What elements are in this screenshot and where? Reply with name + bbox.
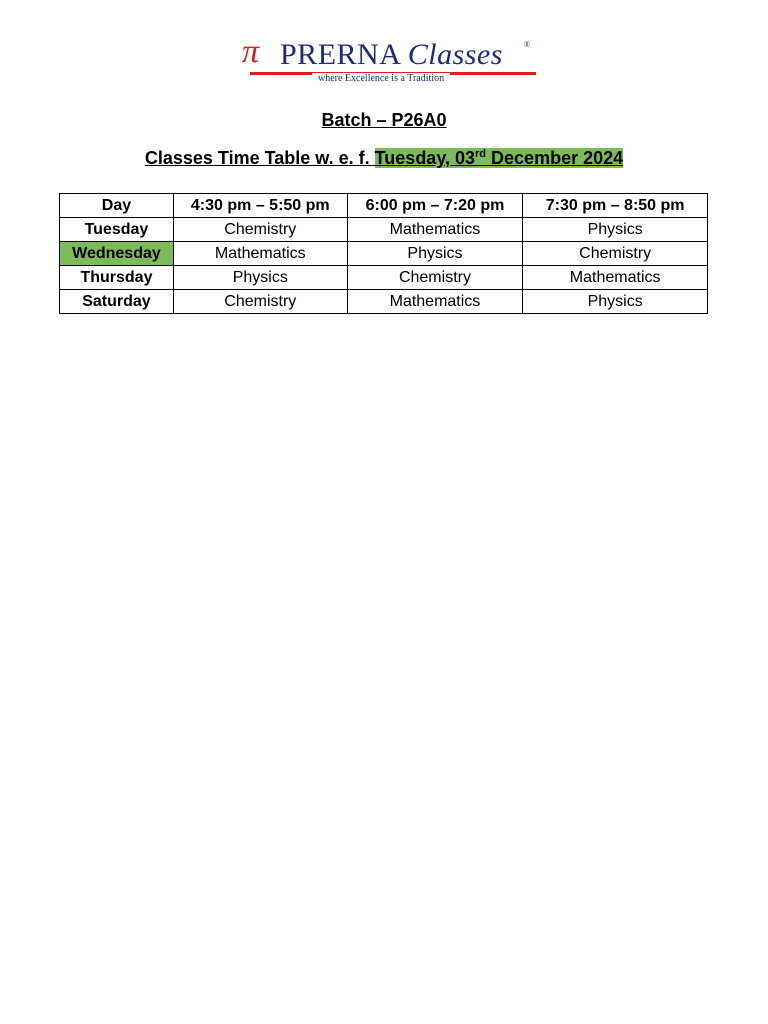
day-cell-highlighted: Wednesday — [60, 242, 174, 266]
subject-cell: Physics — [173, 266, 347, 290]
table-row — [60, 290, 708, 314]
subject-cell: Chemistry — [347, 266, 523, 290]
timetable — [59, 193, 708, 314]
subject-cell: Chemistry — [523, 242, 708, 266]
header-slot-2: 6:00 pm – 7:20 pm — [347, 194, 523, 218]
subject-cell: Mathematics — [523, 266, 708, 290]
subject-cell: Chemistry — [173, 290, 347, 314]
registered-mark: ® — [524, 40, 531, 49]
subject-cell: Physics — [523, 290, 708, 314]
day-cell: Saturday — [60, 290, 174, 314]
subject-cell: Physics — [347, 242, 523, 266]
table-row — [60, 266, 708, 290]
day-cell: Thursday — [60, 266, 174, 290]
pi-logo-icon: π — [242, 33, 260, 70]
table-row — [60, 218, 708, 242]
subject-cell: Physics — [523, 218, 708, 242]
logo-name: PRERNA Classes — [280, 38, 503, 71]
subject-cell: Chemistry — [173, 218, 347, 242]
subject-cell: Mathematics — [347, 218, 523, 242]
header-slot-1: 4:30 pm – 5:50 pm — [173, 194, 347, 218]
table-row — [60, 242, 708, 266]
effective-date: Tuesday, 03rd December 2024 — [374, 148, 624, 168]
timetable-subtitle — [0, 148, 768, 169]
header-slot-3: 7:30 pm – 8:50 pm — [523, 194, 708, 218]
subject-cell: Mathematics — [347, 290, 523, 314]
header-day: Day — [60, 194, 174, 218]
table-header-row — [60, 194, 708, 218]
subject-cell: Mathematics — [173, 242, 347, 266]
day-cell: Tuesday — [60, 218, 174, 242]
batch-title: Batch – P26A0 — [321, 110, 447, 130]
prerna-logo — [232, 30, 538, 92]
logo-tagline: where Excellence is a Tradition — [312, 73, 450, 84]
subtitle-prefix: Classes Time Table w. e. f. — [144, 148, 370, 168]
